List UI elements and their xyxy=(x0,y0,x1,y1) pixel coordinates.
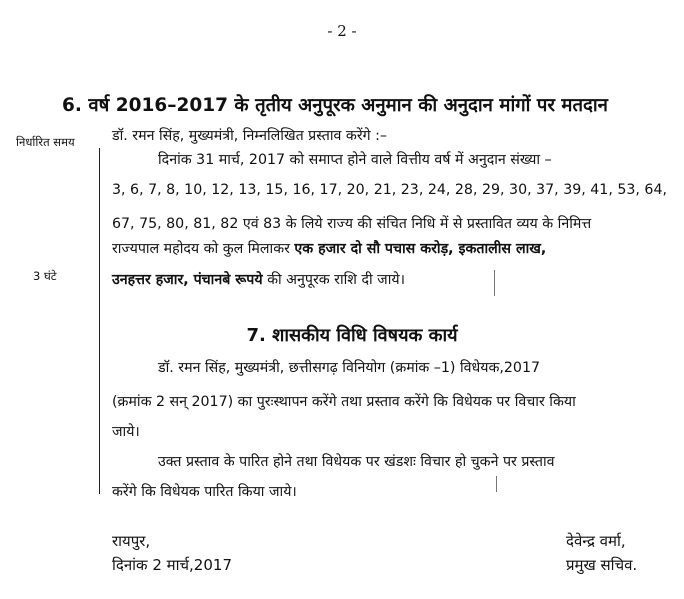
item6-line-6-plain: की अनुपूरक राशि दी जाये। xyxy=(262,272,405,288)
item7-line-2: (क्रमांक 2 सन् 2017) का पुरःस्थापन करेंगे तथा प्रस्ताव करेंगे कि विधेयक पर विचार किया xyxy=(112,394,576,410)
margin-note-time: 3 घंटे xyxy=(33,269,57,283)
footer-date: दिनांक 2 मार्च,2017 xyxy=(112,556,232,574)
item6-line-6 xyxy=(112,270,405,289)
margin-vertical-rule xyxy=(99,148,100,494)
footer-signatory-designation: प्रमुख सचिव. xyxy=(566,556,638,574)
page-number: - 2 - xyxy=(327,22,357,40)
item7-line-5: करेंगे कि विधेयक पारित किया जाये। xyxy=(112,484,297,500)
item6-line-2: दिनांक 31 मार्च, 2017 को समाप्त होने वाले वित्तीय वर्ष में अनुदान संख्या – xyxy=(158,152,552,168)
item6-line-3: 3, 6, 7, 8, 10, 12, 13, 15, 16, 17, 20, 21, 23, 24, 28, 29, 30, 37, 39, 41, 53, 64, xyxy=(112,182,667,198)
right-margin-mark xyxy=(494,270,495,296)
margin-note-label: निर्धारित समय xyxy=(16,135,75,149)
item7-line-4: उक्त प्रस्ताव के पारित होने तथा विधेयक पर खंडशः विचार हो चुकने पर प्रस्ताव xyxy=(158,454,555,470)
item6-line-5-plain: राज्यपाल महोदय को कुल मिलाकर xyxy=(112,241,295,257)
footer-place: रायपुर, xyxy=(112,532,151,550)
footer-signatory-name: देवेन्द्र वर्मा, xyxy=(566,532,626,550)
item6-amount-part1: एक हजार दो सौ पचास करोड़, इकतालीस लाख, xyxy=(294,241,547,257)
bottom-margin-mark xyxy=(496,476,497,492)
item7-line-1: डॉ. रमन सिंह, मुख्यमंत्री, छत्तीसगढ़ विनियोग (क्रमांक –1) विधेयक,2017 xyxy=(158,360,540,376)
item6-heading: 6. वर्ष 2016–2017 के तृतीय अनुपूरक अनुमान की अनुदान मांगों पर मतदान xyxy=(62,95,608,116)
item6-line-5 xyxy=(112,239,546,258)
item6-mover: डॉ. रमन सिंह, मुख्यमंत्री, निम्नलिखित प्रस्ताव करेंगे :– xyxy=(112,128,387,144)
item7-heading: 7. शासकीय विधि विषयक कार्य xyxy=(246,325,458,346)
item6-line-4: 67, 75, 80, 81, 82 एवं 83 के लिये राज्य की संचित निधि में से प्रस्तावित व्यय के निमित्त xyxy=(112,216,592,232)
item7-line-3: जाये। xyxy=(112,424,140,440)
item6-amount-part2: उनहत्तर हजार, पंचानबे रूपये xyxy=(112,272,263,288)
